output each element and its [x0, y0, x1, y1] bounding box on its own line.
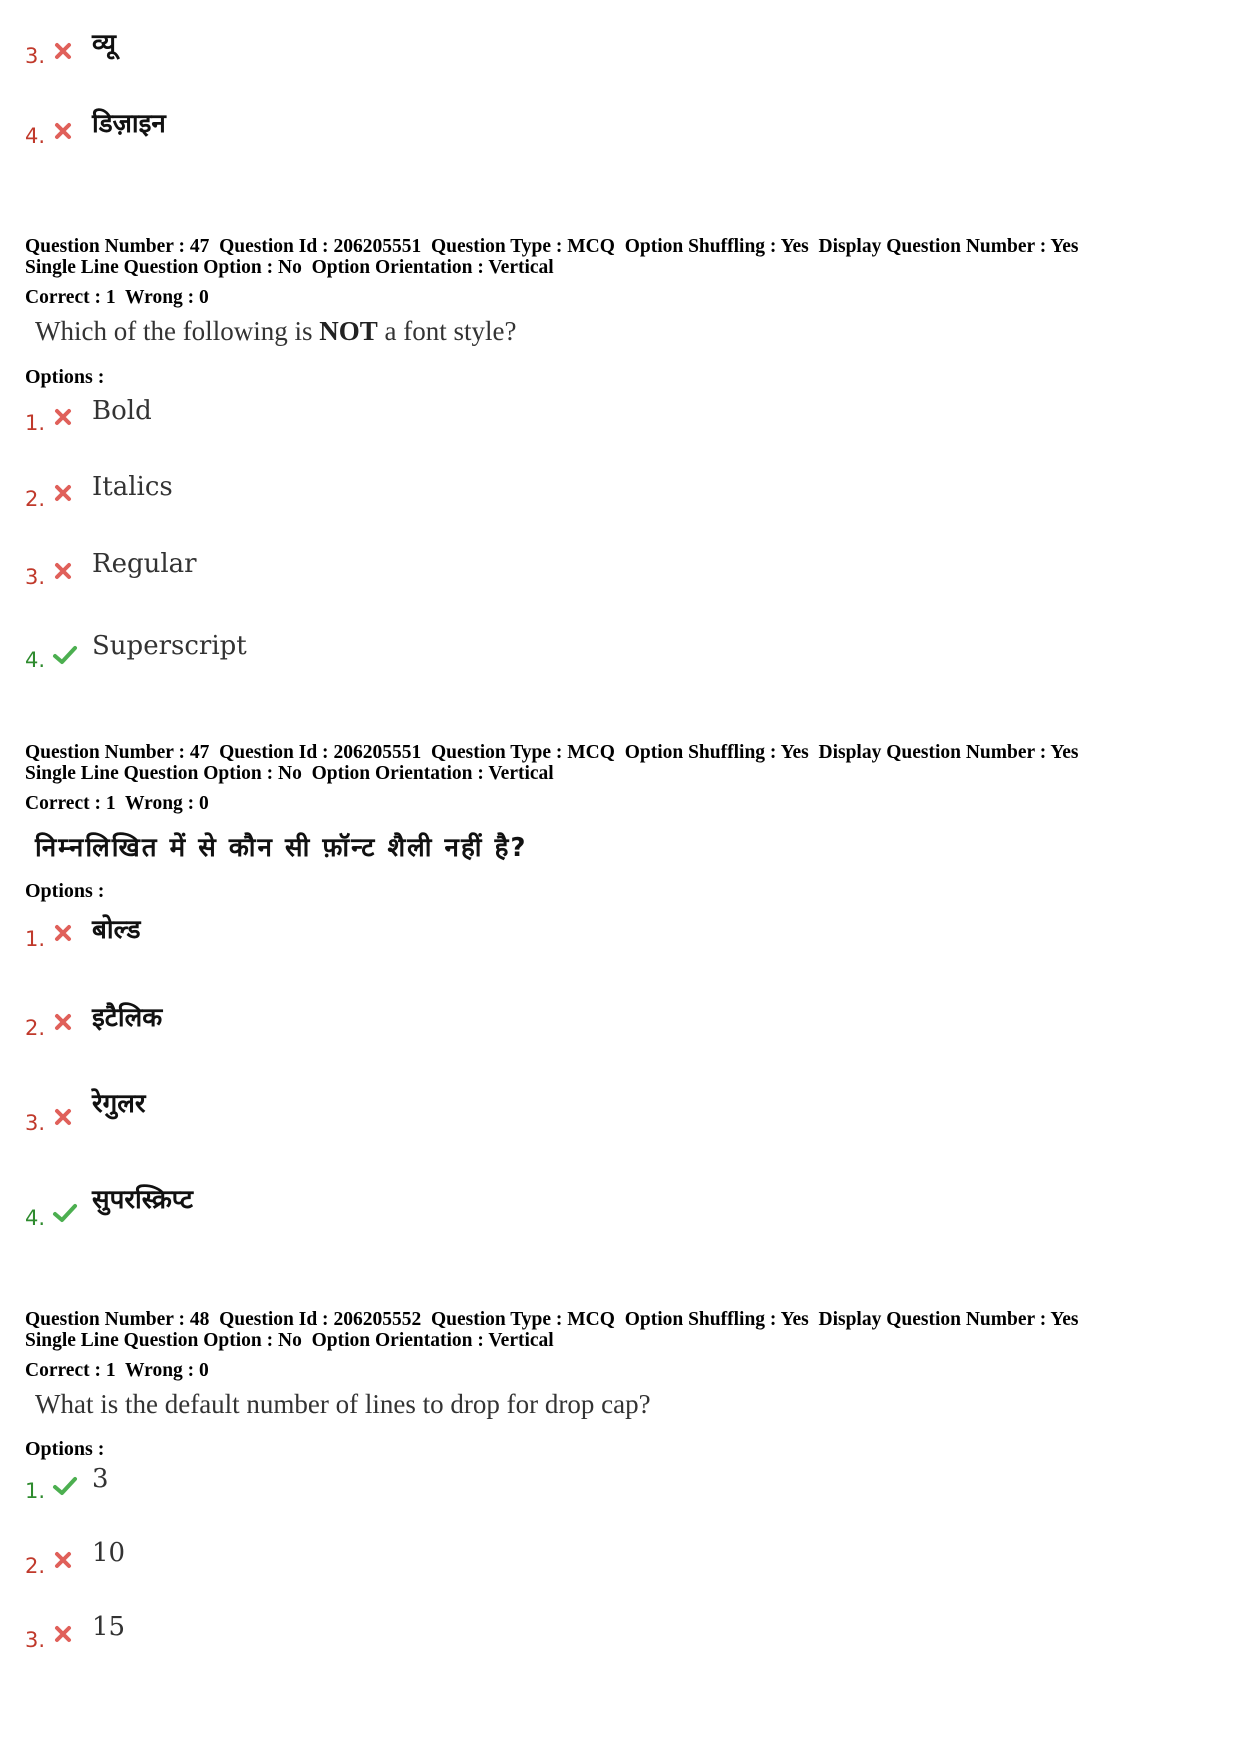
option-text: बोल्ड [92, 915, 141, 945]
option-number: 4. [25, 648, 46, 672]
option-text: डिज़ाइन [92, 109, 166, 139]
option-text: 15 [92, 1612, 126, 1642]
option-text: इटैलिक [92, 1003, 163, 1033]
cross-icon [52, 560, 74, 582]
option-text: 3 [92, 1464, 109, 1494]
option-number: 2. [25, 487, 46, 511]
option-text: Bold [92, 396, 152, 426]
option-text: Regular [92, 549, 197, 579]
option-text: सुपरस्क्रिप्ट [92, 1185, 194, 1215]
cross-icon [52, 1549, 74, 1571]
option-text: 10 [92, 1538, 126, 1568]
option-number: 1. [25, 927, 46, 951]
cross-icon [52, 40, 74, 62]
check-icon [52, 644, 78, 666]
question-meta: Question Number : 48 Question Id : 206205552 Question Type : MCQ Option Shuffling : Yes Display Question Number : Yes Single Line Question Option : No Option Orientation : Vertical [25, 1309, 1079, 1351]
question-text: Which of the following is NOT a font style? [35, 316, 517, 346]
check-icon [52, 1475, 78, 1497]
cross-icon [52, 406, 74, 428]
option-text: Italics [92, 472, 173, 502]
options-label: Options : [25, 880, 105, 902]
question-text: निम्नलिखित में से कौन सी फ़ॉन्ट शैली नहीं है? [35, 833, 528, 863]
question-text: What is the default number of lines to drop for drop cap? [35, 1389, 651, 1419]
score-line: Correct : 1 Wrong : 0 [25, 793, 209, 814]
option-text: व्यू [92, 29, 116, 59]
score-line: Correct : 1 Wrong : 0 [25, 287, 209, 308]
option-number: 2. [25, 1554, 46, 1578]
cross-icon [52, 120, 74, 142]
cross-icon [52, 482, 74, 504]
cross-icon [52, 1106, 74, 1128]
cross-icon [52, 922, 74, 944]
option-text: रेगुलर [92, 1089, 146, 1119]
options-label: Options : [25, 1438, 105, 1460]
option-number: 3. [25, 44, 46, 68]
option-number: 4. [25, 124, 46, 148]
option-number: 2. [25, 1016, 46, 1040]
question-meta: Question Number : 47 Question Id : 206205551 Question Type : MCQ Option Shuffling : Yes Display Question Number : Yes Single Line Question Option : No Option Orientation : Vertical [25, 742, 1079, 784]
question-meta: Question Number : 47 Question Id : 206205551 Question Type : MCQ Option Shuffling : Yes Display Question Number : Yes Single Line Question Option : No Option Orientation : Vertical [25, 236, 1079, 278]
cross-icon [52, 1623, 74, 1645]
options-label: Options : [25, 366, 105, 388]
option-number: 1. [25, 411, 46, 435]
score-line: Correct : 1 Wrong : 0 [25, 1360, 209, 1381]
option-number: 3. [25, 1628, 46, 1652]
cross-icon [52, 1011, 74, 1033]
option-number: 3. [25, 565, 46, 589]
check-icon [52, 1202, 78, 1224]
option-text: Superscript [92, 631, 247, 661]
option-number: 3. [25, 1111, 46, 1135]
option-number: 1. [25, 1479, 46, 1503]
option-number: 4. [25, 1206, 46, 1230]
